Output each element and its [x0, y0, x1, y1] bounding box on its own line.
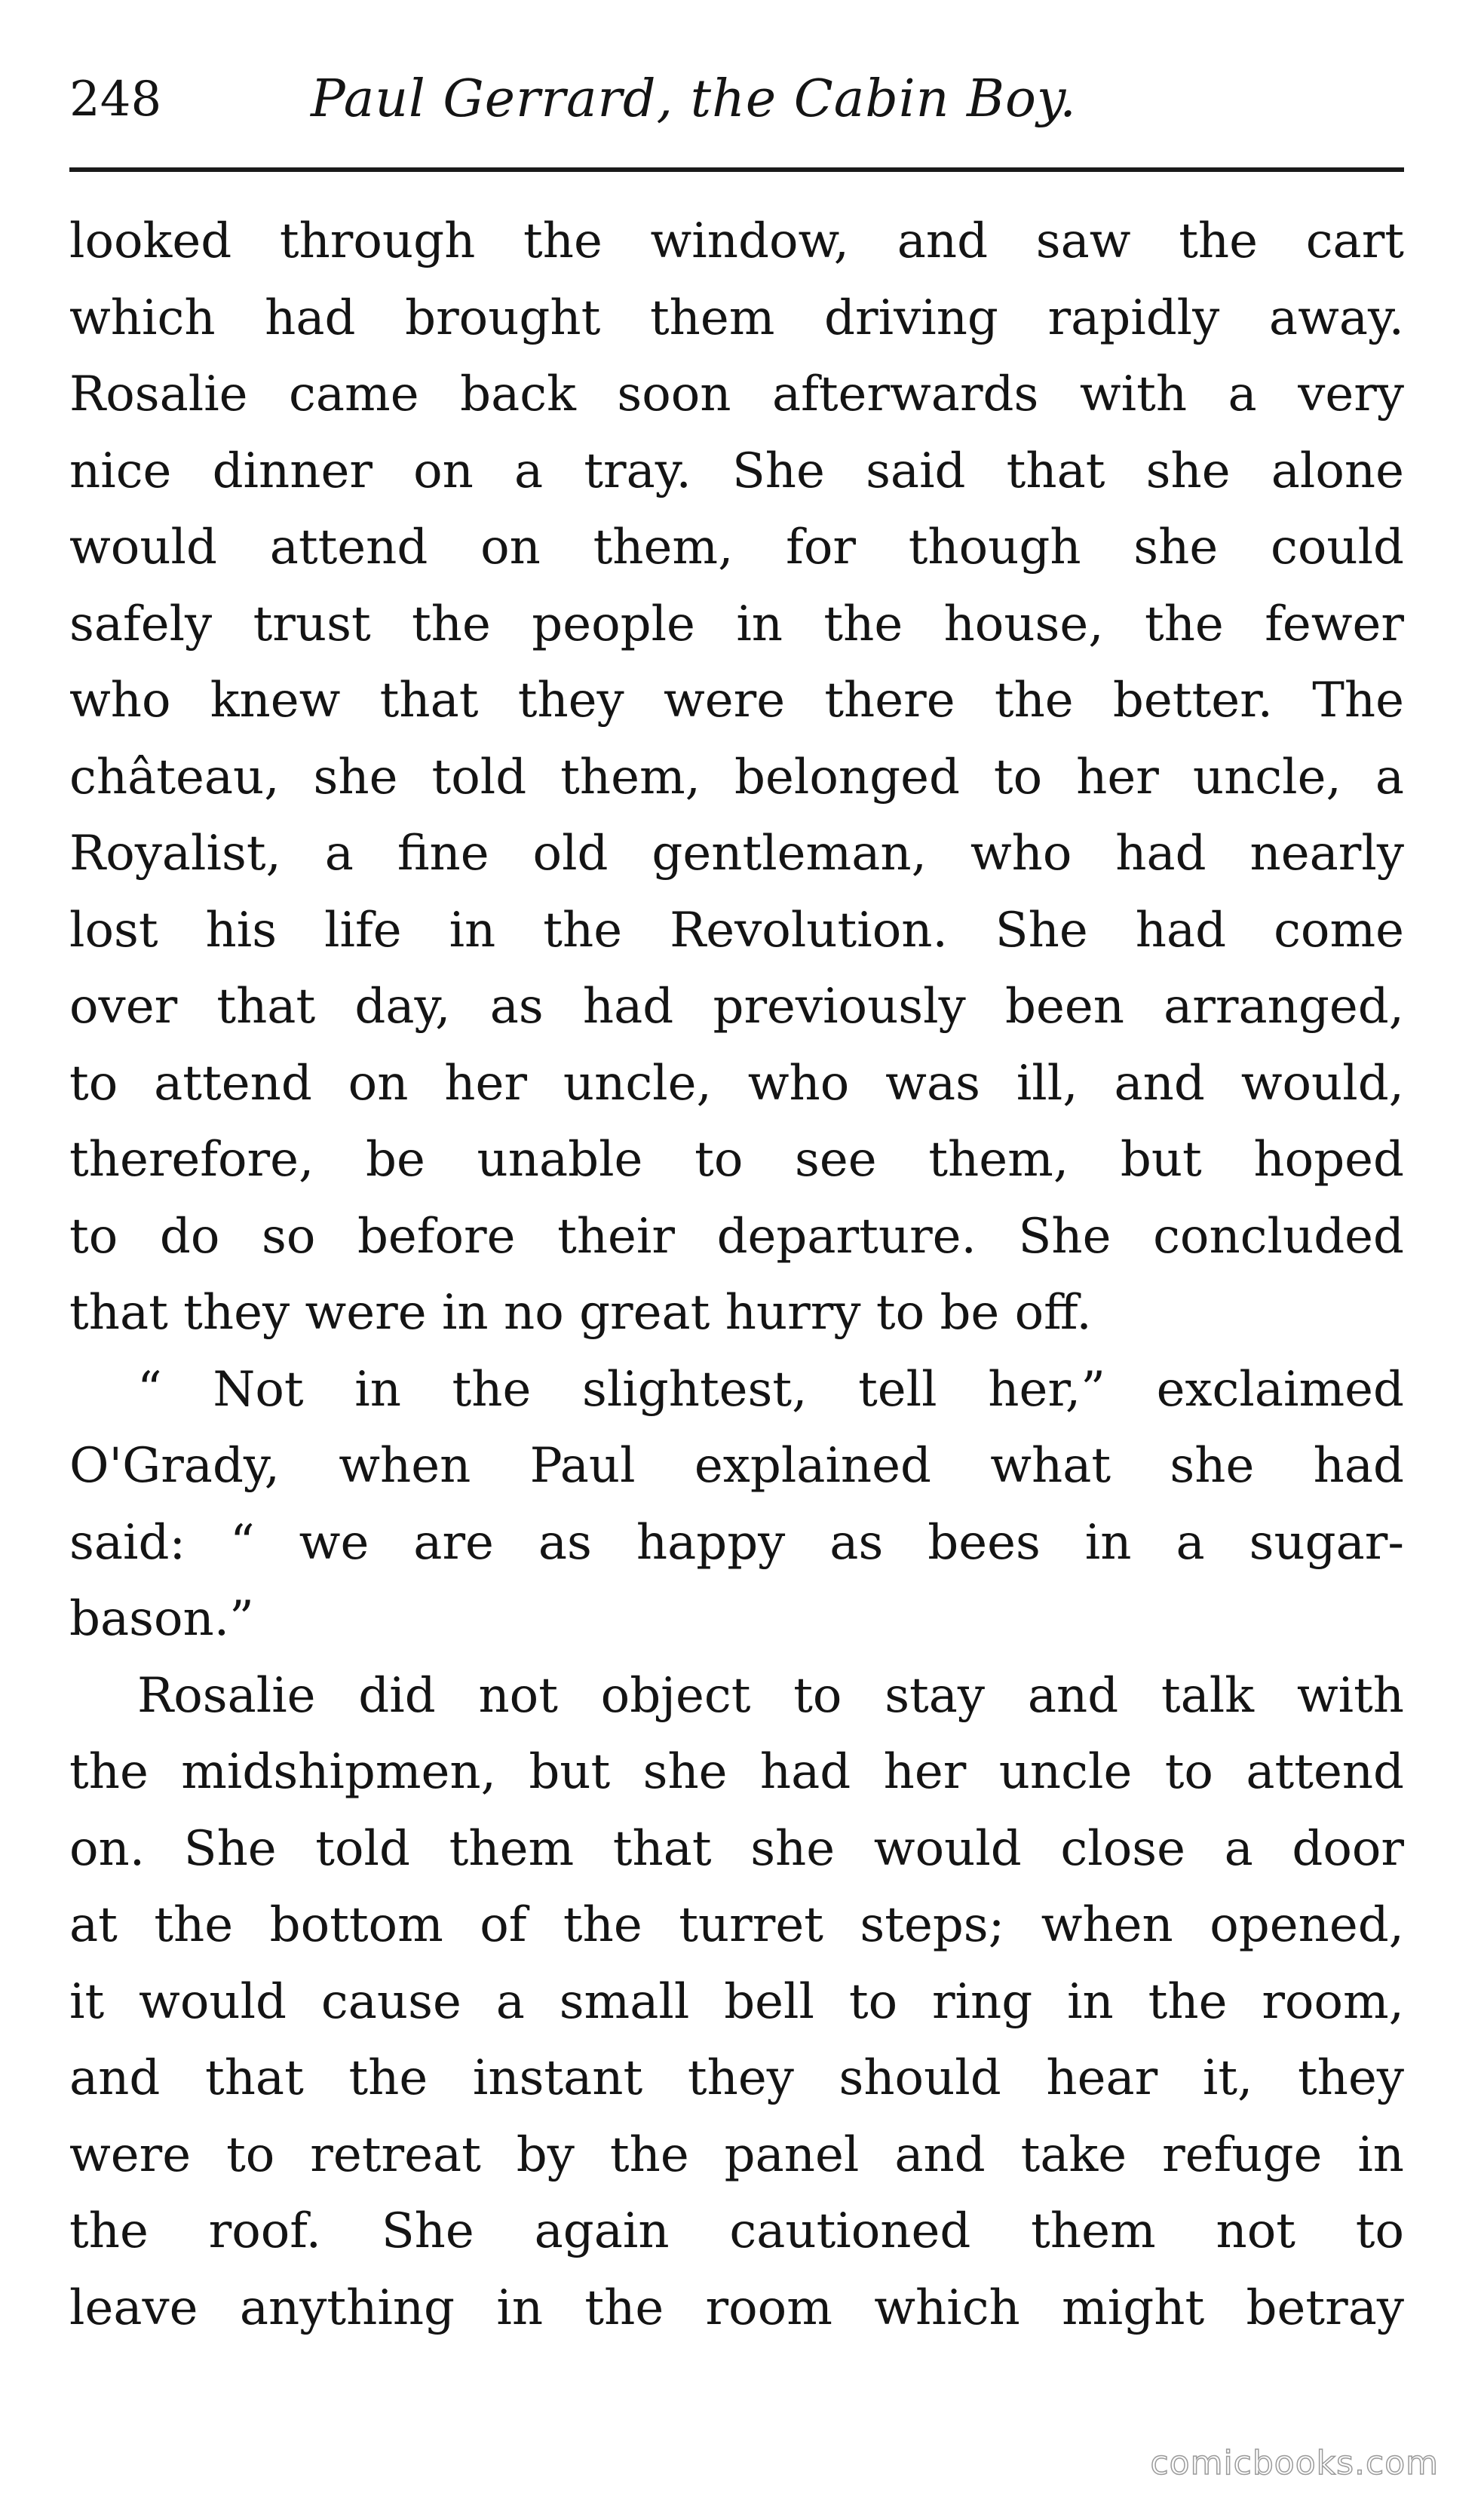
text-line: were to retreat by the panel and take refuge in	[69, 2126, 1404, 2183]
text-line: “ Not in the slightest, tell her,” exclaimed	[137, 1361, 1404, 1418]
text-line: over that day, as had previously been arranged,	[69, 979, 1404, 1035]
text-line: which had brought them driving rapidly away.	[69, 290, 1404, 346]
text-line: lost his life in the Revolution. She had come	[69, 902, 1404, 958]
text-line: said: “ we are as happy as bees in a sugar-	[69, 1514, 1404, 1571]
text-line: the roof. She again cautioned them not to	[69, 2203, 1404, 2259]
text-line: Royalist, a fine old gentleman, who had nearly	[69, 826, 1404, 882]
page-number: 248	[69, 72, 162, 127]
text-line: O'Grady, when Paul explained what she had	[69, 1438, 1404, 1494]
text-line: the midshipmen, but she had her uncle to attend	[69, 1744, 1404, 1800]
text-line: at the bottom of the turret steps; when opened,	[69, 1897, 1404, 1953]
text-line: safely trust the people in the house, the fewer	[69, 596, 1404, 652]
text-line: nice dinner on a tray. She said that she alone	[69, 443, 1404, 499]
text-line: it would cause a small bell to ring in the room,	[69, 1973, 1404, 2030]
header-rule	[69, 167, 1404, 172]
text-line: and that the instant they should hear it, they	[69, 2050, 1404, 2106]
text-line: bason.”	[69, 1591, 254, 1647]
text-line: that they were in no great hurry to be off.	[69, 1285, 1092, 1341]
text-line: to do so before their departure. She concluded	[69, 1208, 1404, 1265]
text-line: château, she told them, belonged to her uncle, a	[69, 749, 1404, 805]
text-line: on. She told them that she would close a door	[69, 1820, 1404, 1877]
text-line: to attend on her uncle, who was ill, and would,	[69, 1055, 1404, 1111]
text-line: who knew that they were there the better. The	[69, 673, 1404, 728]
running-title: Paul Gerrard, the Cabin Boy.	[311, 69, 1077, 129]
text-line: looked through the window, and saw the cart	[69, 213, 1404, 269]
text-line: leave anything in the room which might betray	[69, 2280, 1404, 2336]
page-header	[69, 62, 1404, 145]
text-line: would attend on them, for though she could	[69, 520, 1404, 575]
text-line: Rosalie did not object to stay and talk with	[137, 1667, 1404, 1724]
text-line: therefore, be unable to see them, but hoped	[69, 1132, 1404, 1188]
text-line: Rosalie came back soon afterwards with a very	[69, 366, 1404, 422]
watermark: comicbooks.com	[1150, 2444, 1439, 2482]
body-text	[69, 204, 1404, 2347]
